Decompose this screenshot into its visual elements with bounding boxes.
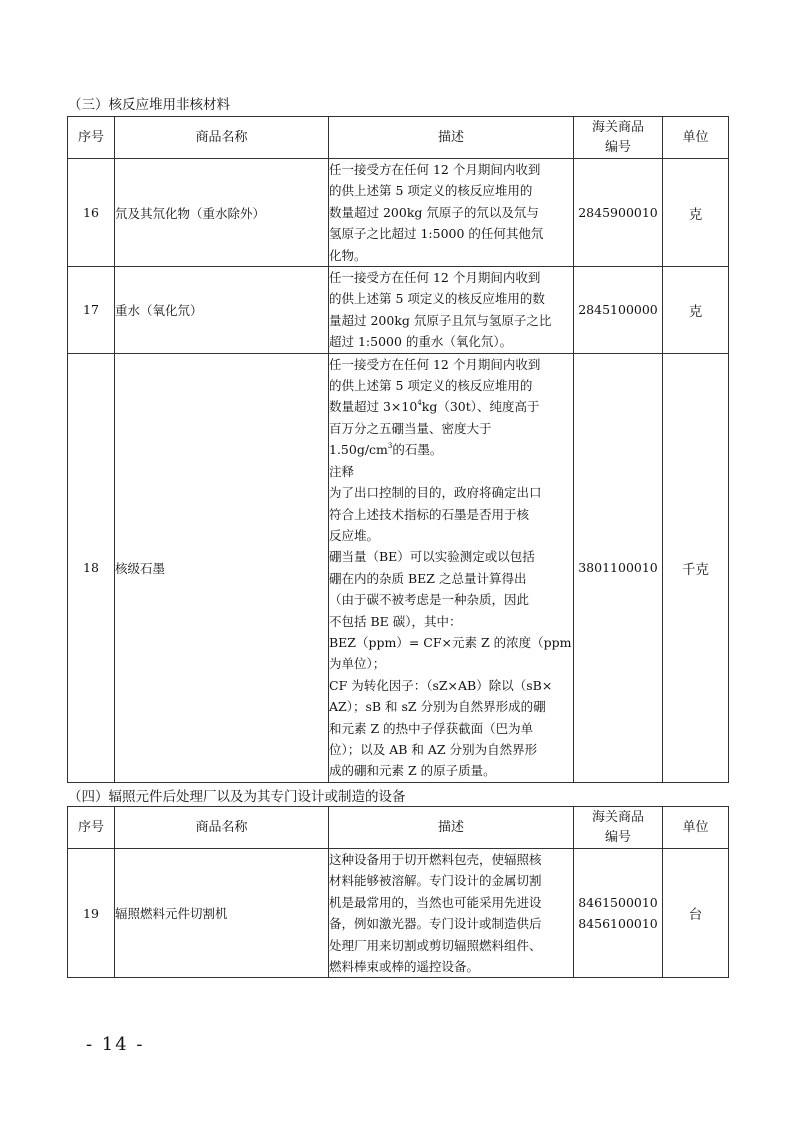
desc-line: 材料能够被溶解。专门设计的金属切割 [329,873,542,889]
desc-line: 数量超过 200kg 氘原子的氘以及氘与 [329,204,539,220]
desc-line: 百万分之五硼当量、密度大于 [329,420,492,436]
row-serial-no: 16 [68,159,115,267]
desc-density-prefix: 1.50g/cm [329,442,388,458]
row-item-name: 核级石墨 [115,353,329,782]
table-row [68,353,729,782]
header-customs-code-line-1: 海关商品 [591,119,644,135]
row-serial-no: 17 [68,267,115,354]
desc-line: AZ）；sB 和 sZ 分别为自然界形成的硼 [329,699,546,715]
desc-line: 为了出口控制的目的，政府将确定出口 [329,485,542,501]
row-item-name: 辐照燃料元件切割机 [115,849,329,978]
row-unit: 克 [663,267,729,354]
header-customs-code-line-1: 海关商品 [591,809,644,825]
desc-line: 和元素 Z 的热中子俘获截面（巴为单 [329,720,534,736]
desc-line: 氢原子之比超过 1:5000 的任何其他氘 [329,226,544,242]
desc-quantity-exponent: 4 [417,399,422,408]
customs-code: 8456100010 [578,916,658,932]
table-row [68,267,729,354]
table-row [68,849,729,978]
reprocessing-equipment-table [67,806,729,978]
header-description: 描述 [329,807,574,849]
desc-line: 任一接受方在任何 12 个月期间内收到 [329,162,541,177]
desc-density-exponent: 3 [387,442,393,451]
desc-line: 燃料棒束或棒的遥控设备。 [329,959,480,975]
table-row [68,159,729,267]
desc-line: 任一接受方在任何 12 个月期间内收到 [329,270,541,286]
row-description [329,353,574,782]
desc-line: 位）；以及 AB 和 AZ 分别为自然界形 [329,741,538,757]
row-item-name: 氘及其氘化物（重水除外） [115,159,329,267]
header-unit: 单位 [663,807,729,849]
header-customs-code-line-2: 编号 [604,139,631,155]
non-nuclear-materials-table [67,116,729,783]
desc-line: 硼在内的杂质 BEZ 之总量计算得出 [329,570,527,586]
row-customs-code: 2845100000 [574,267,663,354]
row-customs-code: 3801100010 [574,353,663,782]
header-customs-code [574,117,663,159]
desc-line: 的供上述第 5 项定义的核反应堆用的数 [329,291,545,307]
desc-line: 的供上述第 5 项定义的核反应堆用的 [329,183,533,199]
row-serial-no: 19 [68,849,115,978]
desc-line: （由于碳不被考虑是一种杂质，因此 [329,592,530,608]
desc-line: 超过 1:5000 的重水（氧化氘）。 [329,334,513,350]
desc-line: 符合上述技术指标的石墨是否用于核 [329,506,530,522]
desc-line: 为单位）； [329,656,386,672]
row-item-name: 重水（氧化氘） [115,267,329,354]
desc-line: 的供上述第 5 项定义的核反应堆用的 [329,378,533,394]
row-description [329,849,574,978]
header-serial-no: 序号 [68,807,115,849]
desc-line: 这种设备用于切开燃料包壳，使辐照核 [329,852,542,867]
section-title-non-nuclear-materials: （三）核反应堆用非核材料 [68,97,230,113]
desc-line: 成的硼和元素 Z 的原子质量。 [329,763,496,779]
page-number: - 14 - [86,1034,145,1055]
table-header-row [68,807,729,849]
row-description [329,159,574,267]
desc-line: BEZ（ppm）= CF×元素 Z 的浓度（ppm [329,634,572,650]
desc-line: 不包括 BE 碳），其中： [329,613,462,629]
section-title-reprocessing-equipment: （四）辐照元件后处理厂以及为其专门设计或制造的设备 [68,789,406,805]
row-unit: 克 [663,159,729,267]
header-serial-no: 序号 [68,117,115,159]
desc-line: 化物。 [329,247,367,263]
header-item-name: 商品名称 [115,117,329,159]
header-item-name: 商品名称 [115,807,329,849]
header-customs-code-line-2: 编号 [604,829,631,845]
header-description: 描述 [329,117,574,159]
row-description [329,267,574,354]
desc-line-density [329,439,573,460]
header-customs-code [574,807,663,849]
desc-line: 反应堆。 [329,527,380,543]
desc-line: 处理厂用来切割或剪切辐照燃料组件、 [329,937,542,953]
desc-quantity-prefix: 数量超过 3×10 [329,399,418,415]
desc-quantity-suffix: kg（30t）、纯度高于 [421,399,540,415]
desc-note-heading: 注释 [329,463,355,479]
table-header-row [68,117,729,159]
desc-line: 任一接受方在任何 12 个月期间内收到 [329,356,541,372]
row-customs-codes [574,849,663,978]
desc-line: 机是最常用的，当然也可能采用先进设 [329,894,542,910]
row-unit: 千克 [663,353,729,782]
customs-code: 8461500010 [578,895,658,911]
desc-line: 硼当量（BE）可以实验测定或以包括 [329,549,535,565]
row-serial-no: 18 [68,353,115,782]
desc-line: 备，例如激光器。专门设计或制造供后 [329,916,542,932]
desc-line: 量超过 200kg 氘原子且氘与氢原子之比 [329,312,552,328]
header-unit: 单位 [663,117,729,159]
row-customs-code: 2845900010 [574,159,663,267]
desc-line: CF 为转化因子：（sZ×AB）除以（sB× [329,677,553,693]
row-unit: 台 [663,849,729,978]
desc-density-suffix: 的石墨。 [392,442,443,458]
desc-line-quantity [329,396,573,417]
